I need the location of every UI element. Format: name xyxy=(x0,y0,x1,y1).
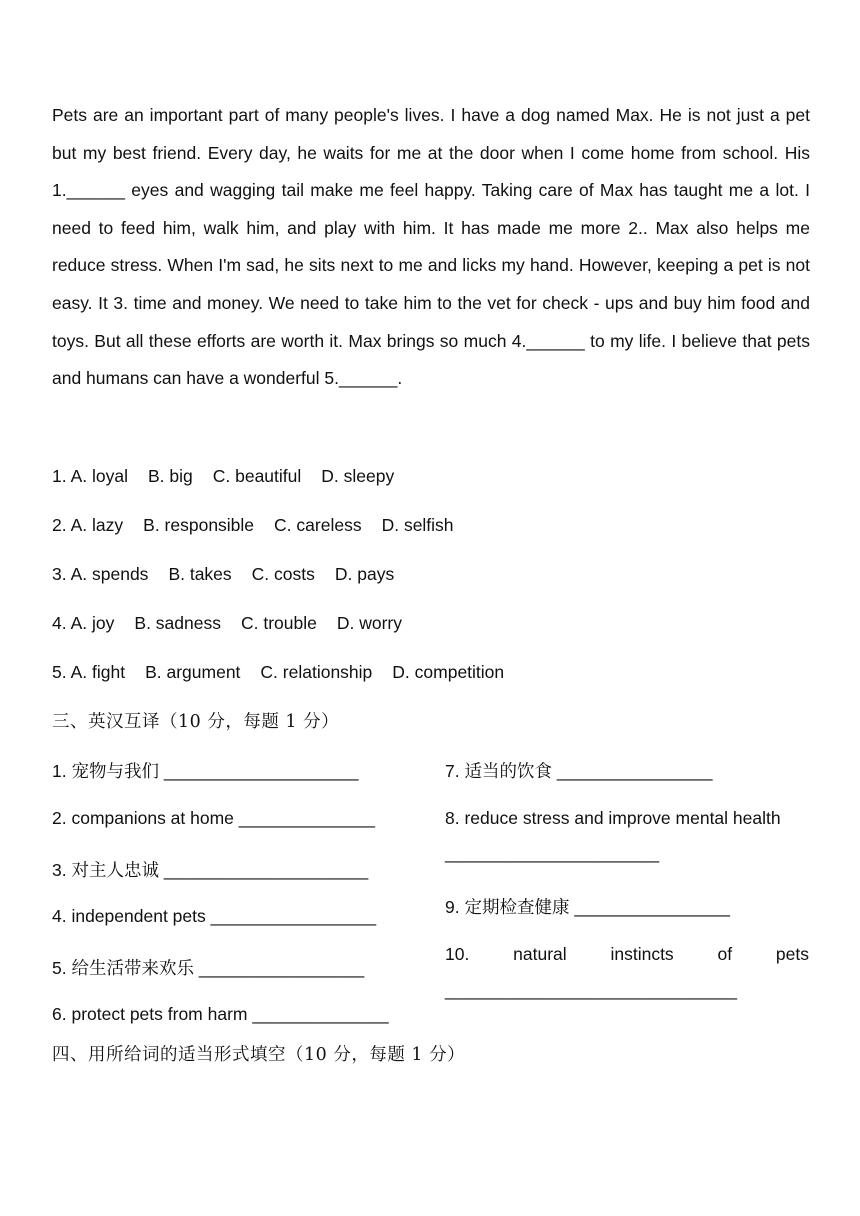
translation-item-5: 5. 给生活带来欢乐 _________________ xyxy=(52,958,365,978)
option-c: C. trouble xyxy=(240,613,317,633)
translation-item-4: 4. independent pets _________________ xyxy=(52,906,377,926)
option-c: C. relationship xyxy=(260,662,373,682)
item-10-word: pets xyxy=(775,944,809,964)
question-number: 2. xyxy=(52,515,67,535)
section-3-heading: 三、英汉互译（10 分，每题 1 分） xyxy=(52,712,340,732)
item-10-word: natural xyxy=(513,944,567,964)
option-d: D. competition xyxy=(392,662,505,682)
item-10-number: 10. xyxy=(445,944,470,964)
reading-passage: Pets are an important part of many people's lives. I have a dog named Max. He is not just a pet but my best friend. Every day, he waits for me at the door when I come home from school. His 1.______ eyes and wagging tail make me feel happy. Taking care of Max has taught me a lot. I need to feed him, walk him, and play with him. It has made me more 2.. Max also helps me reduce stress. When I'm sad, he sits next to me and licks my hand. However, keeping a pet is not easy. It 3. time and money. We need to take him to the vet for check - ups and buy him food and toys. But all these efforts are worth it. Max brings so much 4.______ to my life. I believe that pets and humans can have a wonderful 5.______. xyxy=(52,105,810,389)
question-number: 3. xyxy=(52,564,67,584)
translation-item-8-blank: ______________________ xyxy=(445,843,660,863)
choice-question-4 xyxy=(52,609,812,658)
option-c: C. beautiful xyxy=(212,466,302,486)
option-c: C. careless xyxy=(274,515,362,535)
choice-question-3 xyxy=(52,560,812,609)
option-b: B. argument xyxy=(145,662,241,682)
translation-item-8: 8. reduce stress and improve mental health xyxy=(445,808,781,828)
option-a: A. fight xyxy=(70,662,126,682)
option-d: D. pays xyxy=(334,564,395,584)
choice-question-1 xyxy=(52,462,812,511)
question-number: 1. xyxy=(52,466,67,486)
option-b: B. responsible xyxy=(143,515,255,535)
item-10-word: of xyxy=(717,944,733,964)
choice-question-2 xyxy=(52,511,812,560)
option-a: A. lazy xyxy=(70,515,124,535)
option-a: A. loyal xyxy=(70,466,128,486)
option-a: A. spends xyxy=(70,564,149,584)
option-d: D. worry xyxy=(336,613,402,633)
item-10-word: instincts xyxy=(610,944,674,964)
section-4-heading: 四、用所给词的适当形式填空（10 分，每题 1 分） xyxy=(52,1045,466,1065)
option-c: C. costs xyxy=(251,564,315,584)
choice-question-5 xyxy=(52,658,812,707)
multiple-choice-list xyxy=(52,462,812,707)
translation-item-10 xyxy=(445,944,809,965)
question-number: 4. xyxy=(52,613,67,633)
translation-item-10-blank: ______________________________ xyxy=(445,980,737,1000)
translation-item-1: 1. 宠物与我们 ____________________ xyxy=(52,761,359,781)
translation-item-9: 9. 定期检查健康 ________________ xyxy=(445,897,731,917)
question-number: 5. xyxy=(52,662,67,682)
option-b: B. big xyxy=(148,466,193,486)
translation-item-2: 2. companions at home ______________ xyxy=(52,808,376,828)
translation-item-3: 3. 对主人忠诚 _____________________ xyxy=(52,860,369,880)
option-d: D. sleepy xyxy=(321,466,395,486)
option-d: D. selfish xyxy=(381,515,454,535)
option-a: A. joy xyxy=(70,613,115,633)
translation-item-6: 6. protect pets from harm ______________ xyxy=(52,1004,389,1024)
translation-item-7: 7. 适当的饮食 ________________ xyxy=(445,761,713,781)
option-b: B. sadness xyxy=(134,613,221,633)
option-b: B. takes xyxy=(168,564,232,584)
